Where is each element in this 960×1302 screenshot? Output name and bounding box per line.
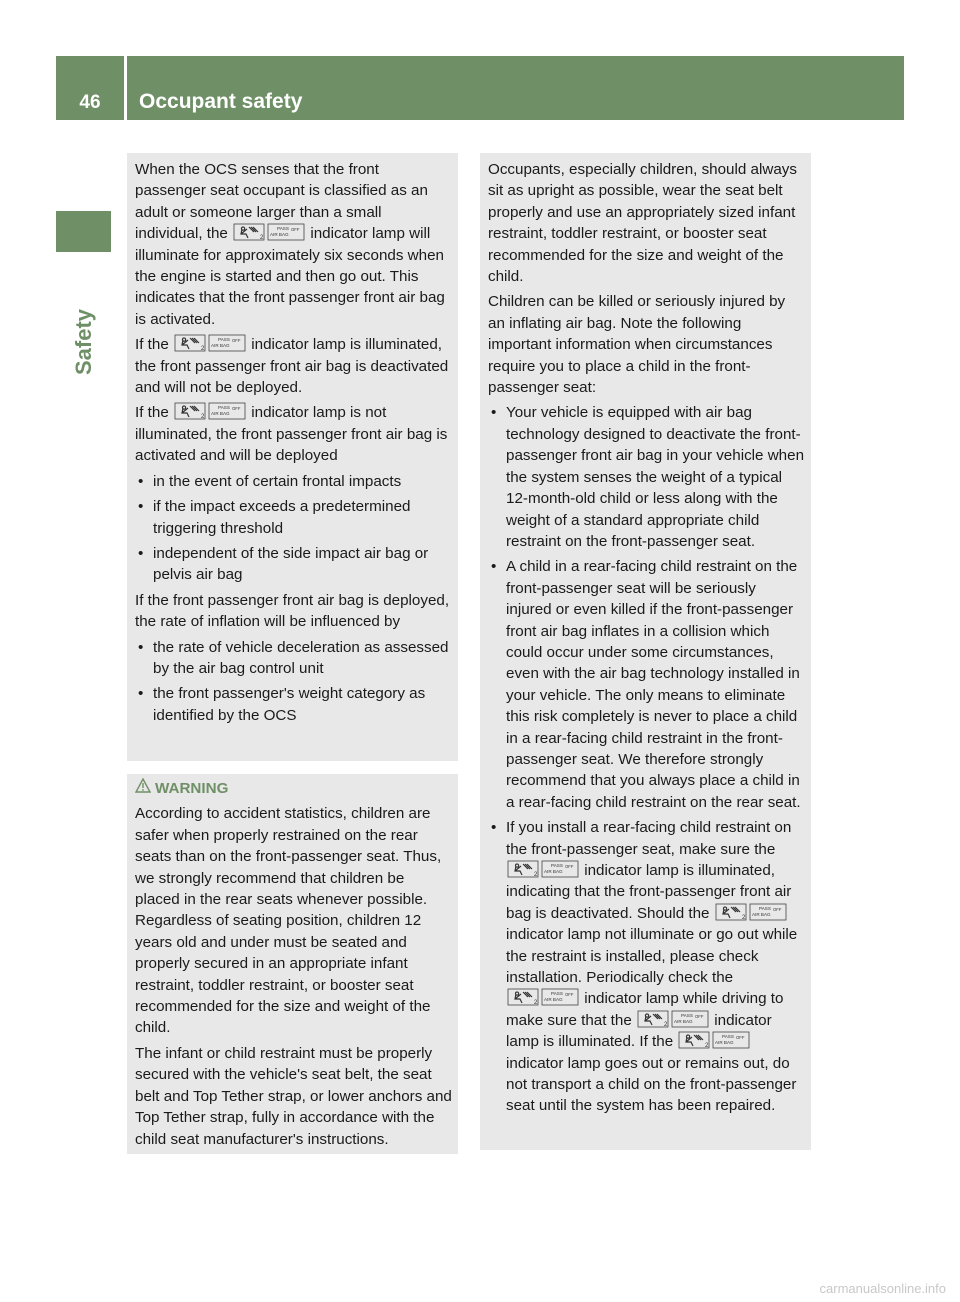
text: indicator lamp goes out or remains out, do not transport a child on the front-passenger seat until the system has been repaired. <box>506 1054 797 1115</box>
paragraph <box>135 159 452 330</box>
paragraph <box>135 334 452 398</box>
svg-text:AIR BAG: AIR BAG <box>211 343 230 349</box>
list-item-text: independent of the side impact air bag or pelvis air bag <box>153 544 429 584</box>
list-item <box>135 496 452 539</box>
list-item <box>488 556 805 813</box>
paragraph: The infant or child restraint must be properly secured with the vehicle's seat belt, the seat belt and Top Tether strap, or lower anchors and Top Tether strap, fully in accordance with the child seat manufacturer's instructions. <box>135 1044 452 1148</box>
text: indicator lamp is illuminated, the front passenger front air bag is deactivated and will not be deployed. <box>135 336 449 397</box>
paragraph: If the front passenger front air bag is deployed, the rate of inflation will be influenced by <box>135 591 450 631</box>
list-item <box>488 817 805 1117</box>
svg-text:OFF: OFF <box>736 1035 745 1041</box>
svg-text:OFF: OFF <box>232 406 241 412</box>
paragraph: Occupants, especially children, should always sit as upright as possible, wear the seat belt properly and use an appropriately sized infant restraint, toddler restraint, or booster seat recommended for the size and weight of the child. <box>488 161 797 286</box>
svg-text:OFF: OFF <box>291 227 300 233</box>
list-item-text: the rate of vehicle deceleration as assessed by the air bag control unit <box>153 638 449 677</box>
air-bag-off-indicator-icon <box>715 903 787 921</box>
list-item <box>135 471 452 492</box>
svg-text:2: 2 <box>201 414 205 421</box>
section-label: Safety <box>71 308 96 376</box>
svg-text:OFF: OFF <box>232 338 241 344</box>
svg-text:PASS: PASS <box>681 1012 693 1018</box>
bullet: • <box>491 819 497 837</box>
svg-text:AIR BAG: AIR BAG <box>544 869 563 874</box>
warning-title: WARNING <box>155 780 229 797</box>
warning-triangle-icon <box>135 778 155 799</box>
svg-text:PASS: PASS <box>722 1034 735 1040</box>
svg-text:2: 2 <box>705 1043 709 1050</box>
bullet: • <box>138 472 144 490</box>
text: indicator lamp is illuminated. If the <box>506 1011 772 1051</box>
text: If you install a rear-facing child restraint on the front-passenger seat, make sure the <box>506 819 792 858</box>
header-divider <box>124 56 127 120</box>
svg-text:PASS: PASS <box>218 337 230 343</box>
bullet: • <box>491 404 497 422</box>
list-item <box>135 683 452 726</box>
svg-text:AIR BAG: AIR BAG <box>270 232 289 238</box>
bullet: • <box>138 638 144 656</box>
list-item-text: the front passenger's weight category as identified by the OCS <box>153 685 426 724</box>
svg-text:OFF: OFF <box>772 906 782 912</box>
svg-text:OFF: OFF <box>565 992 574 998</box>
text: indicator lamp while driving to make sure that the <box>506 990 784 1029</box>
paragraph: Children can be killed or seriously injured by an inflating air bag. Note the following important information when circumstances require you to place a child in the front-passenger seat: <box>488 293 786 397</box>
list-item-text: A child in a rear-facing child restraint on the front-passenger seat will be seriously injured or even killed if the front-passenger front air bag inflates in a collision which could occur under some circumstances, even with the air bag technology installed in your vehicle. The only means to eliminate this risk completely is never to place a child in a rear-facing child restraint in the front-passenger seat. We therefore strongly recommend that you always place a child in a rear-facing child restraint on the rear seat. <box>506 558 801 811</box>
text: indicator lamp is illuminated, indicating that the front-passenger front air bag is deactivated. Should the <box>506 862 792 922</box>
air-bag-off-indicator-icon <box>174 334 246 352</box>
list-item-text: in the event of certain frontal impacts <box>153 472 402 490</box>
warning-heading <box>135 778 452 799</box>
page-title: Occupant safety <box>139 90 303 113</box>
list-item <box>488 402 805 552</box>
section-tab <box>56 211 111 252</box>
air-bag-off-indicator-icon <box>507 860 579 878</box>
svg-text:2: 2 <box>534 1000 538 1007</box>
svg-text:PASS: PASS <box>218 405 230 411</box>
list-item <box>135 543 452 586</box>
svg-text:2: 2 <box>741 914 746 921</box>
text: If the <box>135 336 169 354</box>
right-warning-panel <box>480 153 811 1150</box>
svg-text:2: 2 <box>534 872 538 878</box>
list-item-text: if the impact exceeds a predetermined triggering threshold <box>153 498 411 537</box>
bullet: • <box>138 498 144 516</box>
svg-text:PASS: PASS <box>277 226 290 232</box>
svg-text:AIR BAG: AIR BAG <box>751 911 771 917</box>
svg-text:OFF: OFF <box>565 864 574 869</box>
air-bag-off-indicator-icon <box>637 1010 709 1028</box>
warning-panel <box>127 774 458 1154</box>
svg-text:PASS: PASS <box>551 991 563 997</box>
text: indicator lamp is not illuminated, the front passenger front air bag is activated and will be deployed <box>135 404 448 465</box>
page-number: 46 <box>79 92 101 113</box>
svg-text:OFF: OFF <box>695 1013 704 1019</box>
air-bag-off-indicator-icon <box>174 402 246 420</box>
bullet: • <box>138 685 144 703</box>
svg-text:AIR BAG: AIR BAG <box>211 411 230 417</box>
svg-text:2: 2 <box>201 346 205 353</box>
air-bag-off-indicator-icon <box>678 1031 750 1049</box>
list-item-text: Your vehicle is equipped with air bag technology designed to deactivate the front-passenger front air bag in your vehicle when the system senses the weight of a typical 12-month-old child or less along with the weight of a standard appropriate child restraint on the front-passenger seat. <box>506 404 805 550</box>
svg-text:2: 2 <box>260 235 264 242</box>
text: When the OCS senses that the front passenger seat occupant is classified as an adult or someone larger than a small individual, the <box>135 161 428 243</box>
svg-text:AIR BAG: AIR BAG <box>715 1040 735 1046</box>
svg-text:PASS: PASS <box>551 863 563 868</box>
text: indicator lamp will illuminate for approximately six seconds when the engine is started and then go out. This indicates that the front passenger front air bag is activated. <box>135 225 445 328</box>
paragraph: According to accident statistics, children are safer when properly restrained on the rear seats than on the front-passenger seat. Thus, we strongly recommend that children be placed in the rear seats whenever possible. Regardless of seating position, children 12 years old and under must be seated and properly secured in an appropriate infant restraint, toddler restraint, or booster seat recommended for the size and weight of the child. <box>135 805 442 1037</box>
list-item <box>135 637 452 680</box>
text: indicator lamp not illuminate or go out while the restraint is installed, please check installation. Periodically check the <box>506 926 798 987</box>
bullet: • <box>491 558 497 576</box>
text: If the <box>135 404 169 422</box>
svg-text:AIR BAG: AIR BAG <box>544 997 563 1003</box>
bullet: • <box>138 544 144 562</box>
left-info-panel <box>127 153 458 761</box>
air-bag-off-indicator-icon <box>507 988 579 1006</box>
paragraph <box>135 402 452 466</box>
svg-text:AIR BAG: AIR BAG <box>674 1018 693 1024</box>
footer-watermark: carmanualsonline.info <box>819 1281 946 1296</box>
air-bag-off-indicator-icon <box>233 223 305 241</box>
svg-text:PASS: PASS <box>758 905 771 911</box>
svg-text:2: 2 <box>664 1021 668 1028</box>
